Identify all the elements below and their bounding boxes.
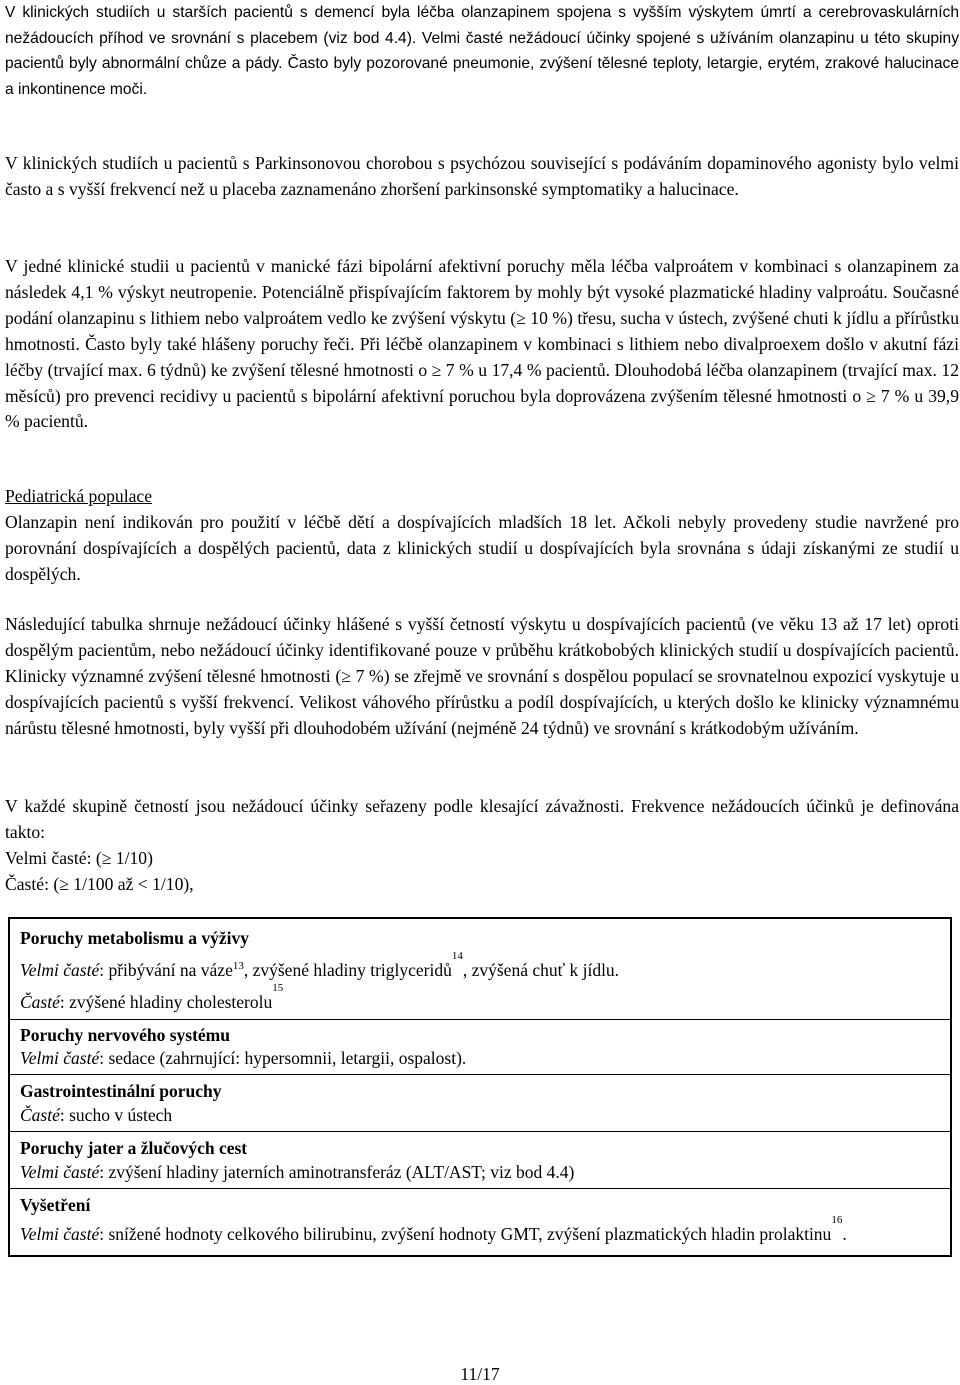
section-line [20, 1046, 940, 1070]
paragraph-pediatric-intro: Olanzapin není indikován pro použití v léčbě dětí a dospívajících mladších 18 let. Ačkoli nebyly provedeny studie navržené pro porovnání dospívajících a dospělých pacientů, data z klinických studií u dospívajících byla srovnána s údaji získanými ze studií u dospělých. [5, 512, 959, 584]
section-line [20, 1103, 940, 1127]
frequency-common: Časté: (≥ 1/100 až < 1/10), [5, 874, 194, 894]
page-number: 11/17 [460, 1364, 500, 1384]
table-section-nervous-system [10, 1019, 950, 1074]
footnote-ref: 15 [272, 982, 284, 994]
text: : přibývání na váze [99, 960, 233, 980]
text: : sedace (zahrnující: hypersomnii, letargii, ospalost). [99, 1048, 467, 1068]
section-line [20, 1214, 940, 1251]
section-title: Gastrointestinální poruchy [20, 1081, 222, 1101]
text: : zvýšení hladiny jaterních aminotransferáz (ALT/AST; viz bod 4.4) [99, 1162, 575, 1182]
section-title: Vyšetření [20, 1195, 91, 1215]
footnote-ref: 16 [831, 1214, 843, 1226]
frequency-label: Časté [20, 992, 60, 1012]
text: , zvýšené hladiny triglyceridů [243, 960, 452, 980]
section-title: Poruchy nervového systému [20, 1025, 230, 1045]
text: : zvýšené hladiny cholesterolu [59, 992, 273, 1012]
table-section-investigations [10, 1188, 950, 1255]
table-section-liver [10, 1131, 950, 1188]
heading-pediatric-population: Pediatrická populace [5, 486, 153, 506]
paragraph-adolescent-table-intro: Následující tabulka shrnuje nežádoucí účinky hlášené s vyšší četností výskytu u dospívajících pacientů (ve věku 13 až 17 let) oproti dospělým pacientům, nebo nežádoucí účinky identifikované pouze v průběhu krátkobobých klinických studií u dospívajících pacientů. Klinicky významné zvýšení tělesné hmotnosti (≥ 7 %) se zřejmě ve srovnání s dospělou populací se srovnatelnou expozicí vyskytuje u dospívajících pacientů s vyšší frekvencí. Velikost váhového přírůstku a podíl dospívajících, u kterých došlo ke klinicky významnému nárůstu tělesné hmotnosti, byly vyšší při dlouhodobém užívání (nejméně 24 týdnů) ve srovnání s krátkodobým užíváním. [5, 614, 959, 738]
section-title: Poruchy jater a žlučových cest [20, 1138, 248, 1158]
text: : snížené hodnoty celkového bilirubinu, zvýšení hodnoty GMT, zvýšení plazmatických hladin prolaktinu [99, 1224, 832, 1244]
footnote-ref: 13 [232, 960, 244, 972]
adverse-effects-table [8, 917, 952, 1257]
frequency-label: Velmi časté [20, 1048, 100, 1068]
text: . [842, 1224, 847, 1244]
section-title: Poruchy metabolismu a výživy [20, 928, 249, 948]
frequency-label: Velmi časté [20, 1162, 100, 1182]
table-section-gastrointestinal [10, 1074, 950, 1131]
frequency-label: Časté [20, 1105, 60, 1125]
footnote-ref: 14 [451, 950, 463, 962]
frequency-label: Velmi časté [20, 1224, 100, 1244]
section-line [20, 982, 940, 1015]
text: , zvýšená chuť k jídlu. [462, 960, 620, 980]
frequency-label: Velmi časté [20, 960, 100, 980]
section-line [20, 950, 940, 983]
paragraph-bipolar: V jedné klinické studii u pacientů v manické fázi bipolární afektivní poruchy měla léčba valproátem v kombinaci s olanzapinem za následek 4,1 % výskyt neutropenie. Potenciálně přispívajícím faktorem by mohly být vysoké plazmatické hladiny valproátu. Současné podání olanzapinu s lithiem nebo valproátem vedlo ke zvýšení výskytu (≥ 10 %) třesu, sucha v ústech, zvýšené chuti k jídlu a přírůstku hmotnosti. Často byly také hlášeny poruchy řeči. Při léčbě olanzapinem v kombinaci s lithiem nebo divalproexem došlo v akutní fázi léčby (trvající max. 6 týdnů) ke zvýšení tělesné hmotnosti o ≥ 7 % u 17,4 % pacientů. Dlouhodobá léčba olanzapinem (trvající max. 12 měsíců) pro prevenci recidivy u pacientů s bipolární afektivní poruchou byla doprovázena zvýšením tělesné hmotnosti o ≥ 7 % u 39,9 % pacientů. [5, 256, 959, 432]
table-section-metabolism [10, 919, 950, 1019]
section-line [20, 1160, 940, 1184]
paragraph-frequency-definition: V každé skupině četností jsou nežádoucí účinky seřazeny podle klesající závažnosti. Frekvence nežádoucích účinků je definována takto: [5, 796, 959, 842]
paragraph-parkinson: V klinických studiích u pacientů s Parkinsonovou chorobou s psychózou související s podáváním dopaminového agonisty bylo velmi často a s vyšší frekvencí než u placeba zaznamenáno zhoršení parkinsonské symptomatiky a halucinace. [5, 153, 959, 199]
text: : sucho v ústech [59, 1105, 173, 1125]
frequency-very-common: Velmi časté: (≥ 1/10) [5, 848, 153, 868]
paragraph-dementia: V klinických studiích u starších pacientů s demencí byla léčba olanzapinem spojena s vyšším výskytem úmrtí a cerebrovaskulárních nežádoucích příhod ve srovnání s placebem (viz bod 4.4). Velmi časté nežádoucí účinky spojené s užíváním olanzapinu u této skupiny pacientů byly abnormální chůze a pády. Často byly pozorované pneumonie, zvýšení tělesné teploty, letargie, erytém, zrakové halucinace a inkontinence moči. [5, 4, 959, 99]
